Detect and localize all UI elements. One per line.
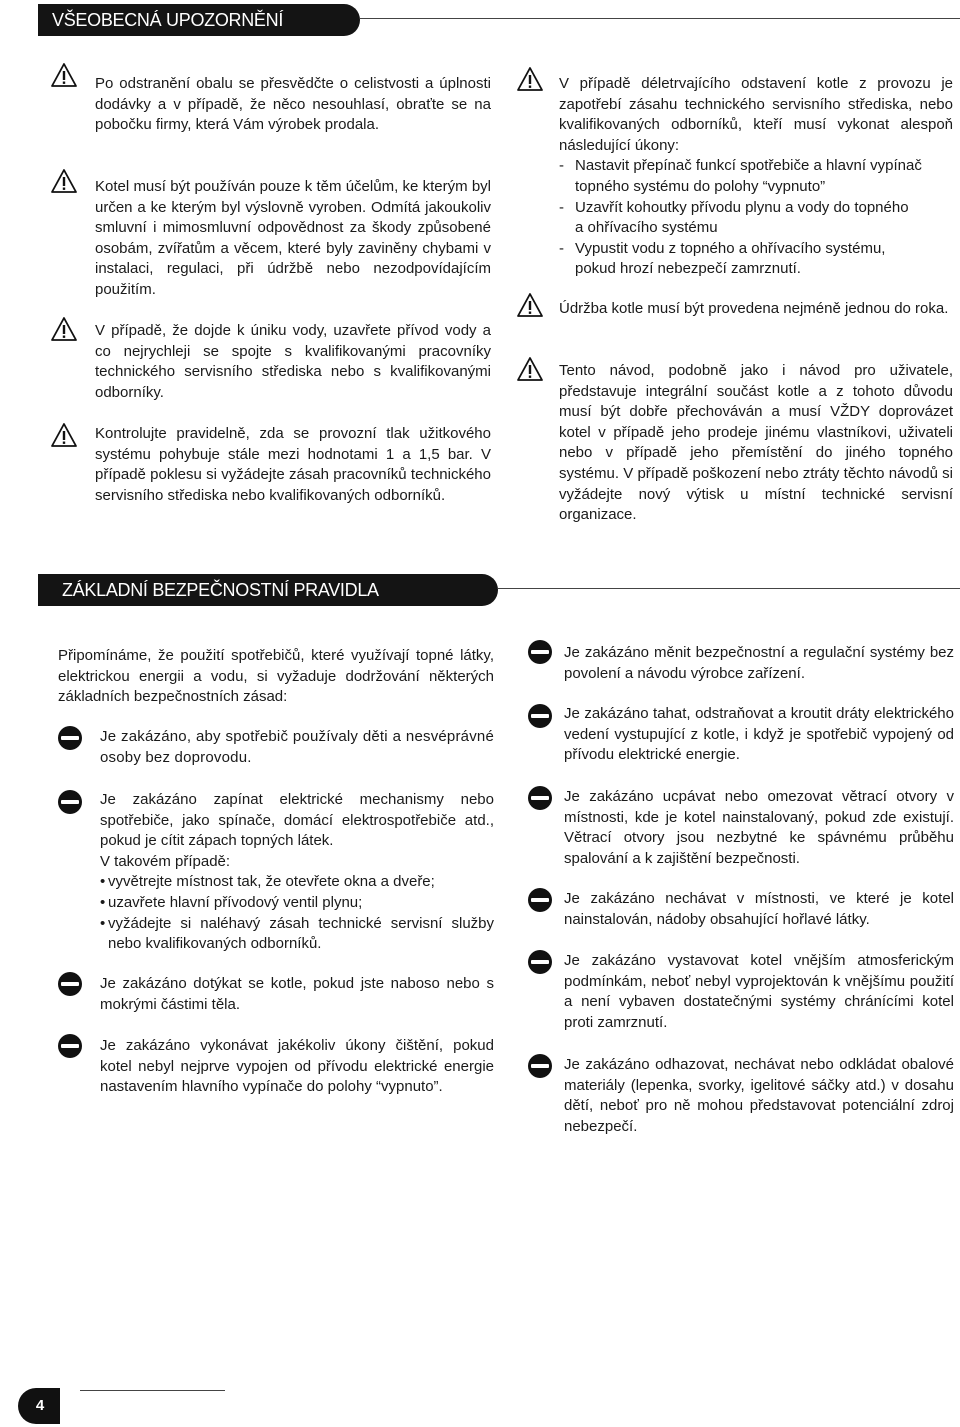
list-item: • vyžádejte si naléhavý zásah technické servisní služby nebo kvalifikovaných odborníků. <box>100 914 494 953</box>
header-rule <box>360 18 960 19</box>
warning-text-2: Kotel musí být používán pouze k těm účelům, ke kterým byl určen a ke kterým byl výslovně vyroben. Odmítá jakoukoliv smluvní i mimosmluvní odpovědnost za škody způsobené osobám, zvířatům a věcem, které byly zaviněny chybami v instalaci, regulaci, při údržbě nebo nezodpovídajícím použitím. <box>95 178 491 298</box>
header-rule <box>498 588 960 589</box>
prohibition-text-packaging: Je zakázáno odhazovat, nechávat nebo odkládat obalové materiály (lepenka, svorky, igelitové sáčky atd.) v dosahu dětí, neboť pro ně mohou představovat potenciální zdroj nebezpečí. <box>564 1056 954 1135</box>
prohibition-text-children: Je zakázáno, aby spotřebič používaly děti a nesvéprávné osoby bez doprovodu. <box>100 728 494 766</box>
no-entry-icon <box>528 704 552 728</box>
list-item: • vyvětrejte místnost tak, že otevřete okna a dveře; <box>100 873 435 891</box>
warning-triangle-icon <box>50 422 78 448</box>
page-number: 4 <box>18 1388 60 1424</box>
list-item: - Uzavřít kohoutky přívodu plynu a vody do topného <box>559 198 909 216</box>
warning-text-3: V případě, že dojde k úniku vody, uzavřete přívod vody a co nejrychleji se spojte s kvalifikovanými pracovníky technického servisního střediska nebo s kvalifikovanými odborníky. <box>95 322 491 401</box>
prohibition-text-systems: Je zakázáno měnit bezpečnostní a regulační systémy bez povolení a návodu výrobce zařízení. <box>564 644 954 682</box>
warning-triangle-icon <box>50 62 78 88</box>
warning-text-manual: Tento návod, podobně jako i návod pro uživatele, představuje integrální součást kotle a z tohoto důvodu musí být dobře přechováván a musí VŽDY doprovázet kotel v případě jeho prodeje jinému vlastníkovi, uživateli nebo v případě jeho přemístění do jiného topného systému. V případě poškození nebo ztráty těchto návodů si vyžádejte nový výtisk u místní technické servisní organizace. <box>559 362 953 524</box>
list-item: - Nastavit přepínač funkcí spotřebiče a hlavní vypínač <box>559 157 922 175</box>
prohibition-text-wires: Je zakázáno tahat, odstraňovat a kroutit dráty elektrického vedení vystupující z kotle, i když je spotřebič vypojený od přívodu elektrické energie. <box>564 705 954 764</box>
warning-text-maintenance: Údržba kotle musí být provedena nejméně jednou do roka. <box>559 300 949 317</box>
warning-text-1: Po odstranění obalu se přesvědčte o celistvosti a úplnosti dodávky a v případě, že něco nesouhlasí, obraťte se na pobočku firmy, která Vám výrobek prodala. <box>95 75 491 134</box>
no-entry-icon <box>528 950 552 974</box>
no-entry-icon <box>528 786 552 810</box>
warning-triangle-icon <box>516 66 544 92</box>
prohibition-text-wet: Je zakázáno dotýkat se kotle, pokud jste naboso nebo s mokrými částimi těla. <box>100 975 494 1013</box>
safety-intro: Připomínáme, že použití spotřebičů, které využívají topné látky, elektrickou energii a vodu, si vyžaduje dodržování některých základních bezpečnostních zásad: <box>58 647 494 706</box>
footer-rule <box>80 1390 225 1391</box>
no-entry-icon <box>58 726 82 750</box>
no-entry-icon <box>58 790 82 814</box>
prohibition-text-electric: Je zakázáno zapínat elektrické mechanismy nebo spotřebiče, jako spínače, domácí elektrospotřebiče atd., pokud je cítit zápach topných látek. V takovém případě: • vyvětrejte místnost tak, že otevřete okna a dveře; • uzavřete hlavní přívodový ventil plynu; • vyžádejte si naléhavý zásah technické servisní služby nebo kvalifikovaných odborníků. <box>100 790 494 955</box>
no-entry-icon <box>58 1034 82 1058</box>
no-entry-icon <box>528 888 552 912</box>
warning-triangle-icon <box>50 168 78 194</box>
warning-text-4: Kontrolujte pravidelně, zda se provozní tlak užitkového systému pohybuje stále mezi hodnotami 1 a 1,5 bar. V případě poklesu si vyžádejte zásah pracovníků technického servisního střediska nebo kvalifikovaných odborníků. <box>95 425 491 504</box>
section-title-general-warnings: VŠEOBECNÁ UPOZORNĚNÍ <box>38 4 360 36</box>
section-title-safety-rules: ZÁKLADNÍ BEZPEČNOSTNÍ PRAVIDLA <box>38 574 498 606</box>
warning-text-shutdown: V případě déletrvajícího odstavení kotle z provozu je zapotřebí zásahu technického servisního střediska, nebo kvalifikovaných odborníků, kteří musí vykonat alespoň následující úkony: - Nastavit přepínač funkcí spotřebiče a hlavní vypínač topného systému do polohy “vypnuto” - Uzavřít kohoutky přívodu plynu a vody do topného a ohřívacího systému - Vypustit vodu z topného a ohřívacího systému, pokud hrozí nebezpečí zamrznutí. <box>559 75 953 278</box>
no-entry-icon <box>528 640 552 664</box>
warning-triangle-icon <box>50 316 78 342</box>
no-entry-icon <box>528 1054 552 1078</box>
list-item: - Vypustit vodu z topného a ohřívacího systému, <box>559 239 886 257</box>
list-item: • uzavřete hlavní přívodový ventil plynu; <box>100 893 363 911</box>
warning-triangle-icon <box>516 356 544 382</box>
prohibition-text-weather: Je zakázáno vystavovat kotel vnějším atmosferickým podmínkám, neboť nebyl vyprojektován k vnějšímu použití a není vybaven dostatečnými systémy chránícími kotel proti zamrznutí. <box>564 952 954 1031</box>
prohibition-text-flammable: Je zakázáno nechávat v místnosti, ve které je kotel nainstalován, nádoby obsahující hořlavé látky. <box>564 890 954 928</box>
prohibition-text-vents: Je zakázáno ucpávat nebo omezovat větrací otvory v místnosti, kde je kotel nainstalovaný, pokud zde existují. Větrací otvory jsou nezbytné ke spávnému průběhu spalování a k zajištění bezpečnosti. <box>564 788 954 867</box>
prohibition-text-cleaning: Je zakázáno vykonávat jakékoliv úkony čištění, pokud kotel nebyl nejprve vypojen od přívodu elektrické energie nastavením hlavního vypínače do polohy “vypnuto”. <box>100 1037 494 1096</box>
warning-triangle-icon <box>516 292 544 318</box>
no-entry-icon <box>58 972 82 996</box>
